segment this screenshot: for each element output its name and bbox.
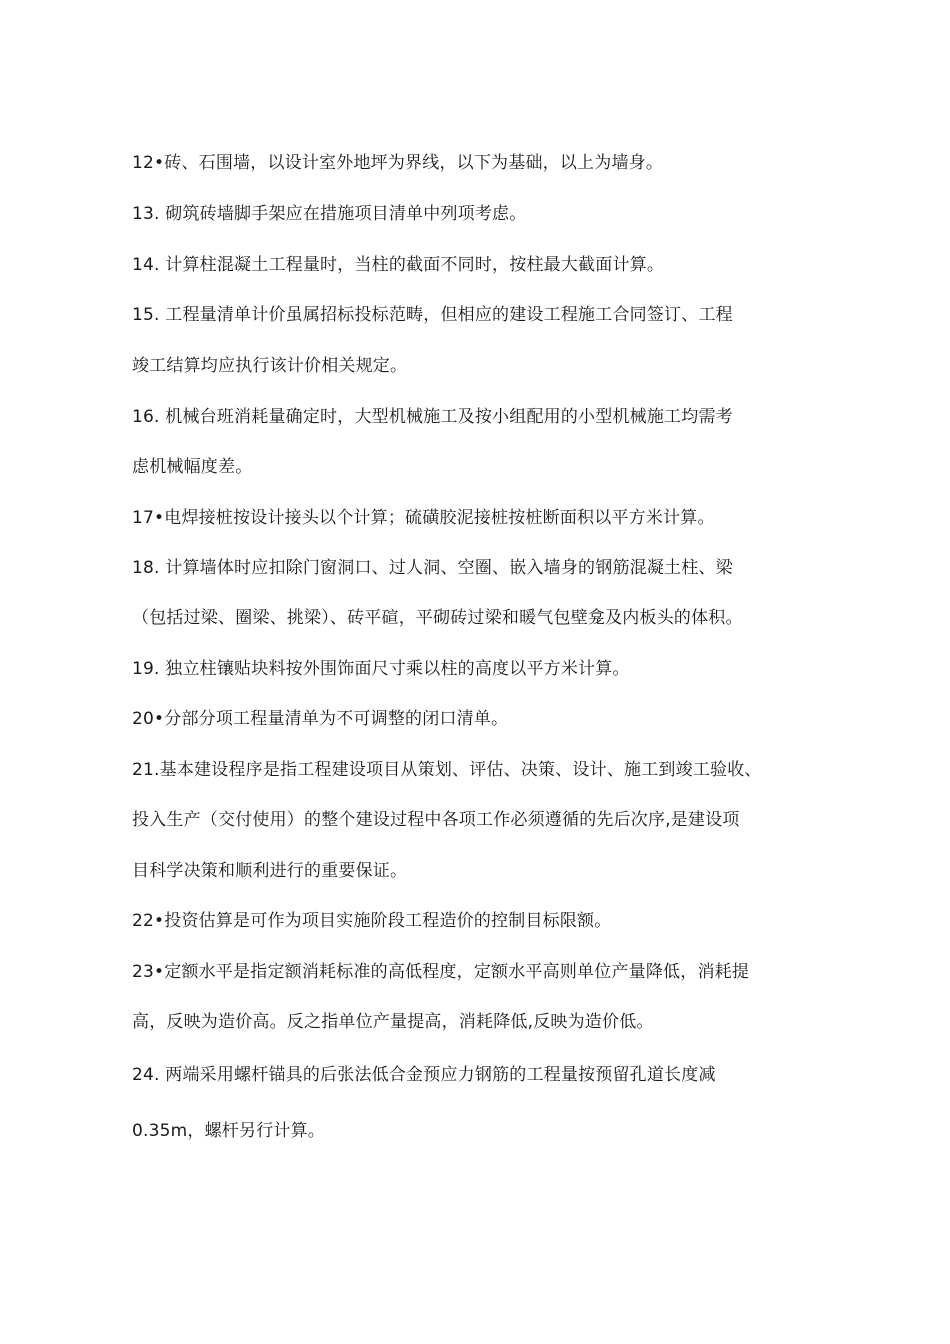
text-line: 16. 机械台班消耗量确定时，大型机械施工及按小组配用的小型机械施工均需考 <box>132 407 733 427</box>
text-line: 24. 两端采用螺杆锚具的后张法低合金预应力钢筋的工程量按预留孔道长度减 <box>132 1065 716 1085</box>
text-line: 竣工结算均应执行该计价相关规定。 <box>132 356 408 376</box>
text-line: 19. 独立柱镶贴块料按外围饰面尺寸乘以柱的高度以平方米计算。 <box>132 659 630 679</box>
text-line: 0.35m，螺杆另行计算。 <box>132 1121 326 1141</box>
text-line: （包括过梁、圈梁、挑梁）、砖平碹，平砌砖过梁和暖气包壁龛及内板头的体积。 <box>132 608 743 628</box>
text-line: 17•电焊接桩按设计接头以个计算；硫磺胶泥接桩按桩断面积以平方米计算。 <box>132 508 715 528</box>
text-line: 12•砖、石围墙，以设计室外地坪为界线，以下为基础，以上为墙身。 <box>132 153 664 173</box>
text-line: 虑机械幅度差。 <box>132 457 253 477</box>
text-line: 18. 计算墙体时应扣除门窗洞口、过人洞、空圈、嵌入墙身的钢筋混凝土柱、梁 <box>132 558 733 578</box>
text-line: 高，反映为造价高。反之指单位产量提高，消耗降低,反映为造价低。 <box>132 1012 654 1032</box>
text-line: 21.基本建设程序是指工程建设项目从策划、评估、决策、设计、施工到竣工验收、 <box>132 760 762 780</box>
text-line: 14. 计算柱混凝土工程量时，当柱的截面不同时，按柱最大截面计算。 <box>132 255 665 275</box>
text-line: 22•投资估算是可作为项目实施阶段工程造价的控制目标限额。 <box>132 911 612 931</box>
text-line: 13. 砌筑砖墙脚手架应在措施项目清单中列项考虑。 <box>132 204 527 224</box>
text-line: 目科学决策和顺利进行的重要保证。 <box>132 861 408 881</box>
text-line: 投入生产（交付使用）的整个建设过程中各项工作必须遵循的先后次序,是建设项 <box>132 810 740 830</box>
text-line: 15. 工程量清单计价虽属招标投标范畴，但相应的建设工程施工合同签订、工程 <box>132 305 733 325</box>
text-line: 23•定额水平是指定额消耗标准的高低程度，定额水平高则单位产量降低，消耗提 <box>132 962 750 982</box>
text-line: 20•分部分项工程量清单为不可调整的闭口清单。 <box>132 709 509 729</box>
